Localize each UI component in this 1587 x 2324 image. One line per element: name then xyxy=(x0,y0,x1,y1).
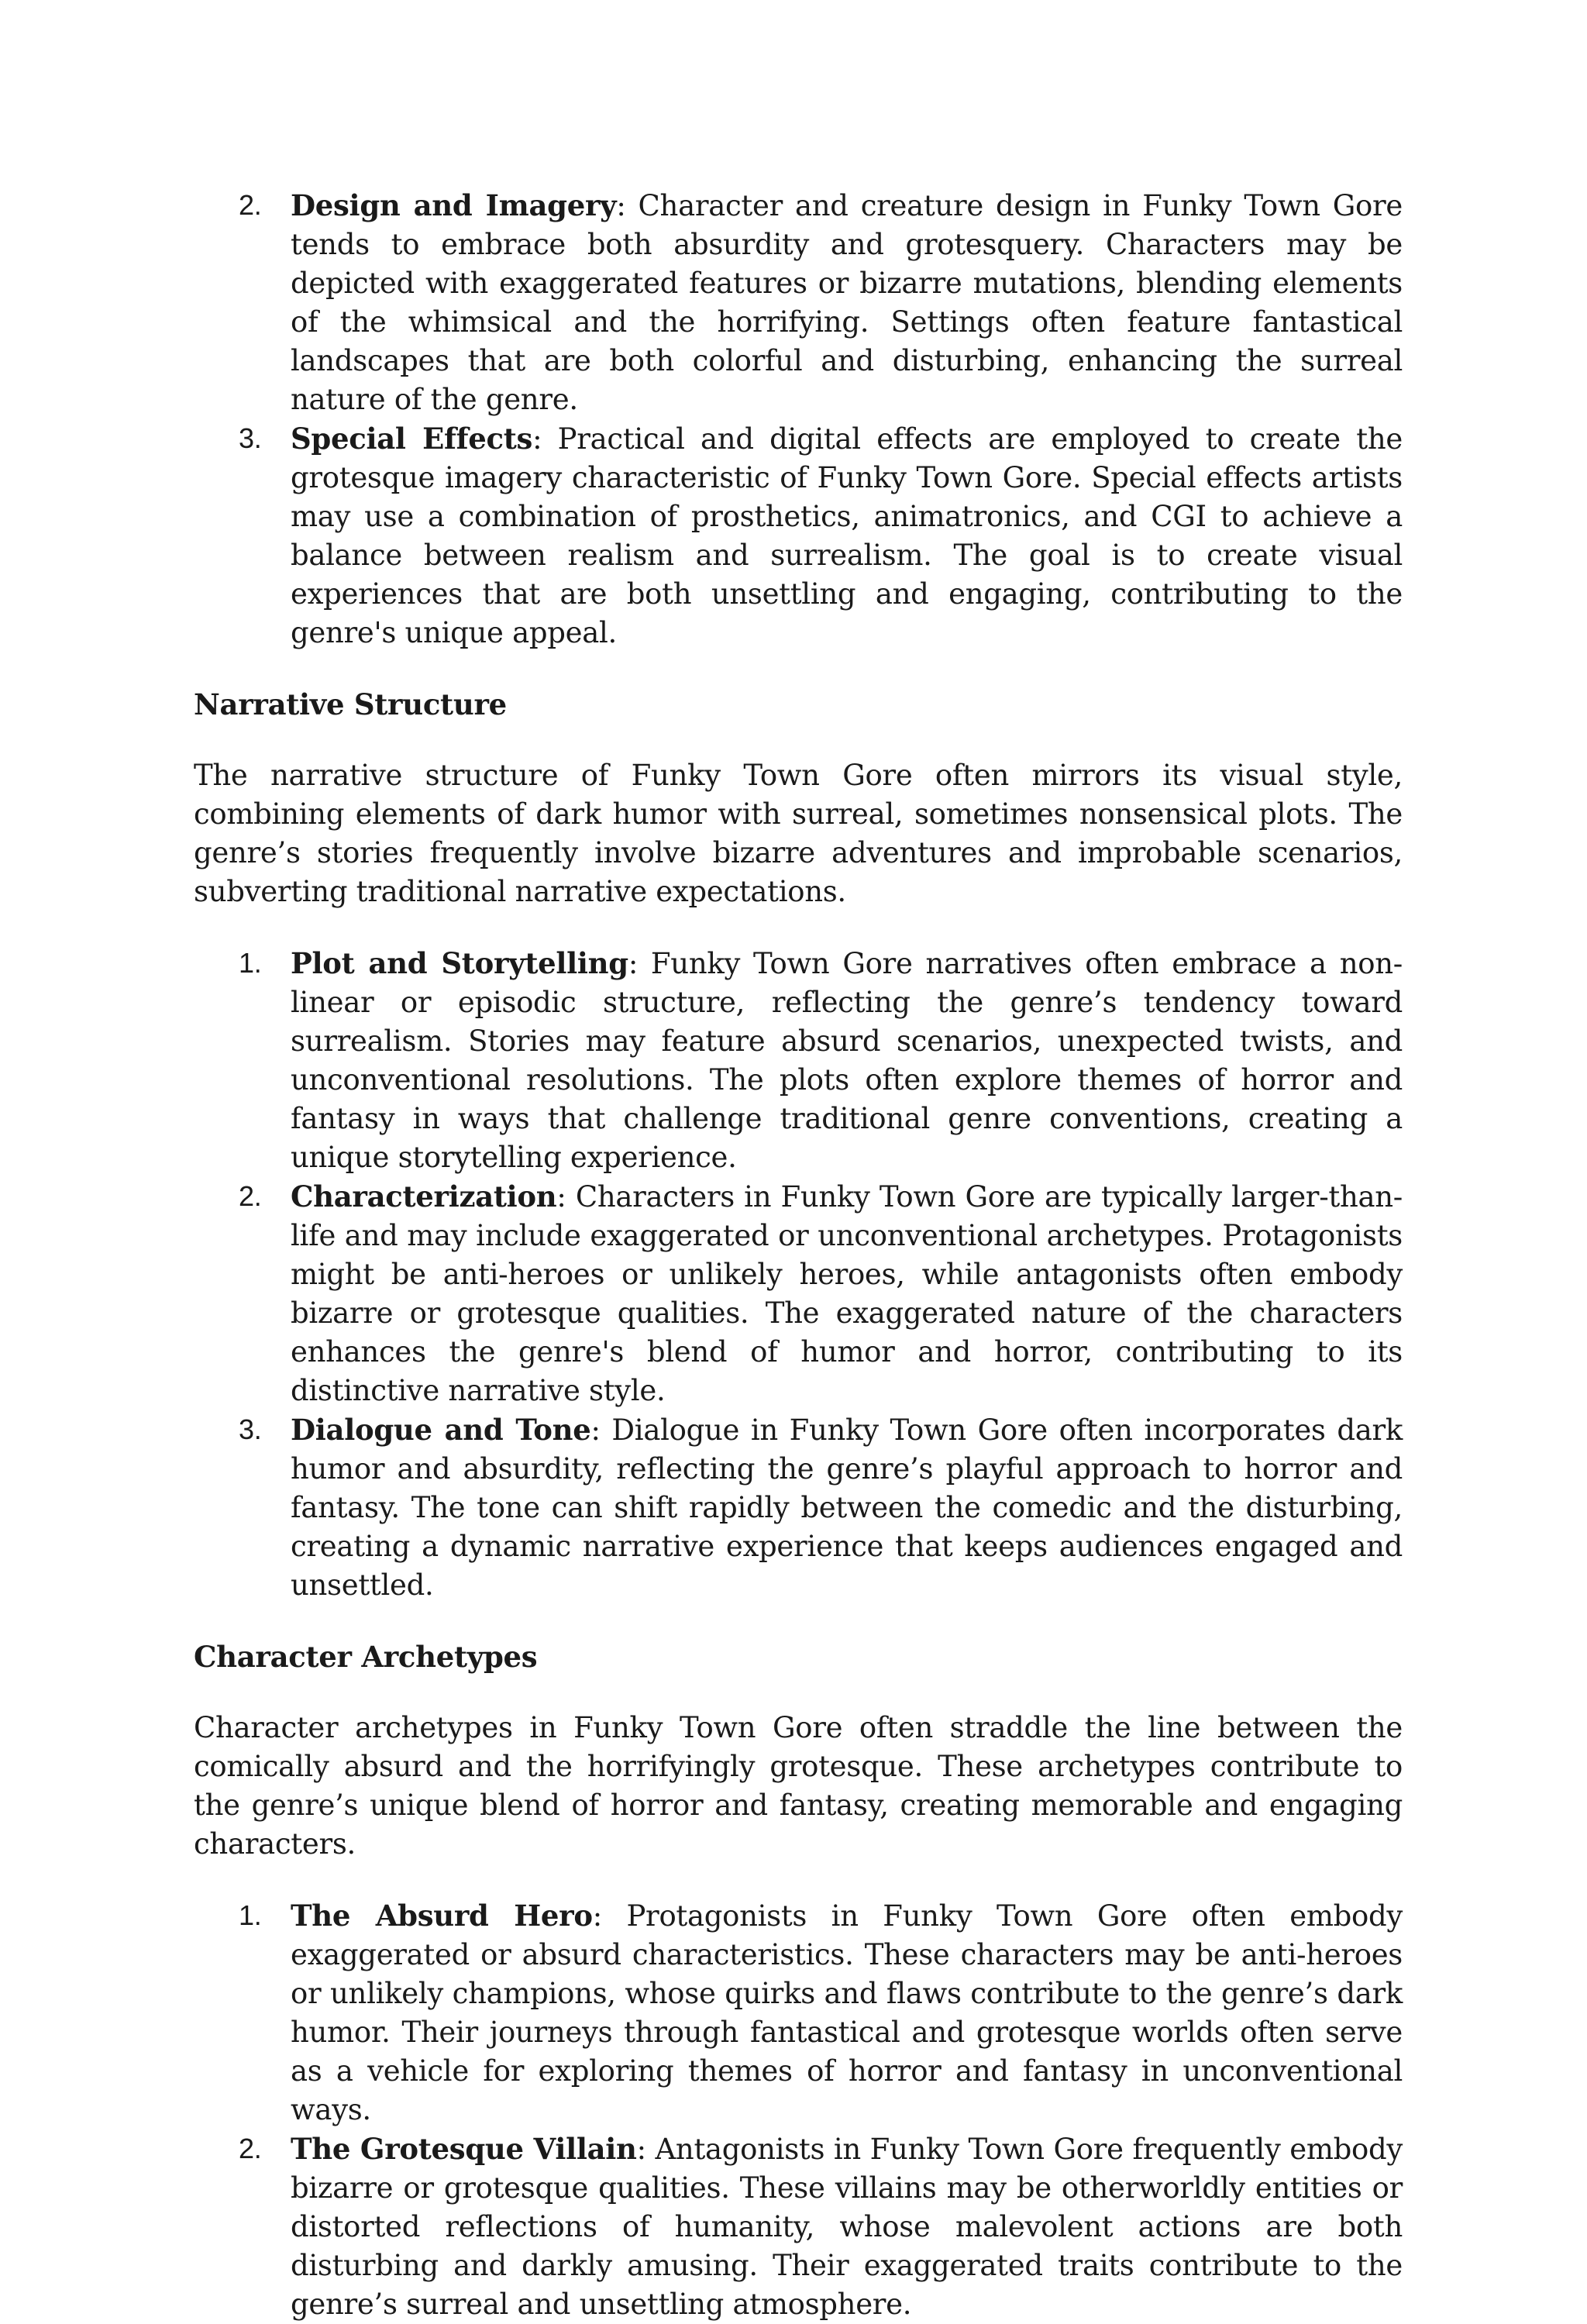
list-term: Design and Imagery xyxy=(291,188,617,222)
section-intro-narrative: The narrative structure of Funky Town Gore often mirrors its visual style, combining elements of dark humor with surreal, sometimes nonsensical plots. The genre’s stories frequently involve bizarre adventures and improbable scenarios, subverting traditional narrative expectations. xyxy=(194,759,1403,908)
list-narrative xyxy=(194,944,1403,1605)
list-item xyxy=(194,2129,1403,2324)
document-page xyxy=(194,186,1403,2324)
list-text: : Funky Town Gore narratives often embrace a non-linear or episodic structure, reflecting the genre’s tendency toward surrealism. Stories may feature absurd scenarios, unexpected twists, and unconventional resolutions. The plots often explore themes of horror and fantasy in ways that challenge traditional genre conventions, creating a unique storytelling experience. xyxy=(291,947,1403,1174)
list-item xyxy=(194,186,1403,419)
list-term: Characterization xyxy=(291,1179,557,1214)
list-number: 3. xyxy=(239,1413,262,1445)
list-number: 1. xyxy=(239,947,262,979)
list-term: Plot and Storytelling xyxy=(291,946,628,980)
list-number: 3. xyxy=(239,422,262,454)
list-item xyxy=(194,419,1403,652)
list-text: : Protagonists in Funky Town Gore often embody exaggerated or absurd characteristics. These characters may be anti-heroes or unlikely champions, whose quirks and flaws contribute to the genre’s dark humor. Their journeys through fantastical and grotesque worlds often serve as a vehicle for exploring themes of horror and fantasy in unconventional ways. xyxy=(291,1899,1403,2126)
list-text: : Dialogue in Funky Town Gore often incorporates dark humor and absurdity, reflecting the genre’s playful approach to horror and fantasy. The tone can shift rapidly between the comedic and the disturbing, creating a dynamic narrative experience that keeps audiences engaged and unsettled. xyxy=(291,1413,1403,1602)
list-number: 2. xyxy=(239,1180,262,1212)
list-item xyxy=(194,1896,1403,2129)
list-term: The Grotesque Villain xyxy=(291,2132,637,2166)
list-item xyxy=(194,1177,1403,1410)
list-term: The Absurd Hero xyxy=(291,1899,593,1933)
list-term: Special Effects xyxy=(291,422,533,456)
list-item xyxy=(194,944,1403,1177)
list-item xyxy=(194,1410,1403,1605)
list-visual-style xyxy=(194,186,1403,652)
list-number: 2. xyxy=(239,189,262,221)
list-text: : Practical and digital effects are employed to create the grotesque imagery characteristic of Funky Town Gore. Special effects artists may use a combination of prosthetics, animatronics, and CGI to achieve a balance between realism and surrealism. The goal is to create visual experiences that are both unsettling and engaging, contributing to the genre's unique appeal. xyxy=(291,422,1403,649)
list-text: : Characters in Funky Town Gore are typically larger-than-life and may include exaggerated or unconventional archetypes. Protagonists might be anti-heroes or unlikely heroes, while antagonists often embody bizarre or grotesque qualities. The exaggerated nature of the characters enhances the genre's blend of humor and horror, contributing to its distinctive narrative style. xyxy=(291,1180,1403,1407)
section-intro-archetypes: Character archetypes in Funky Town Gore often straddle the line between the comically absurd and the horrifyingly grotesque. These archetypes contribute to the genre’s unique blend of horror and fantasy, creating memorable and engaging characters. xyxy=(194,1711,1403,1861)
section-heading-archetypes: Character Archetypes xyxy=(194,1640,538,1674)
section-heading-narrative: Narrative Structure xyxy=(194,687,507,721)
list-text: : Character and creature design in Funky Town Gore tends to embrace both absurdity and grotesquery. Characters may be depicted with exaggerated features or bizarre mutations, blending elements of the whimsical and the horrifying. Settings often feature fantastical landscapes that are both colorful and disturbing, enhancing the surreal nature of the genre. xyxy=(291,189,1403,416)
list-text: : Antagonists in Funky Town Gore frequently embody bizarre or grotesque qualities. These villains may be otherworldly entities or distorted reflections of humanity, whose malevolent actions are both disturbing and darkly amusing. Their exaggerated traits contribute to the genre’s surreal and unsettling atmosphere. xyxy=(291,2133,1403,2321)
list-number: 2. xyxy=(239,2133,262,2164)
list-archetypes xyxy=(194,1896,1403,2324)
list-number: 1. xyxy=(239,1899,262,1931)
list-term: Dialogue and Tone xyxy=(291,1413,591,1447)
